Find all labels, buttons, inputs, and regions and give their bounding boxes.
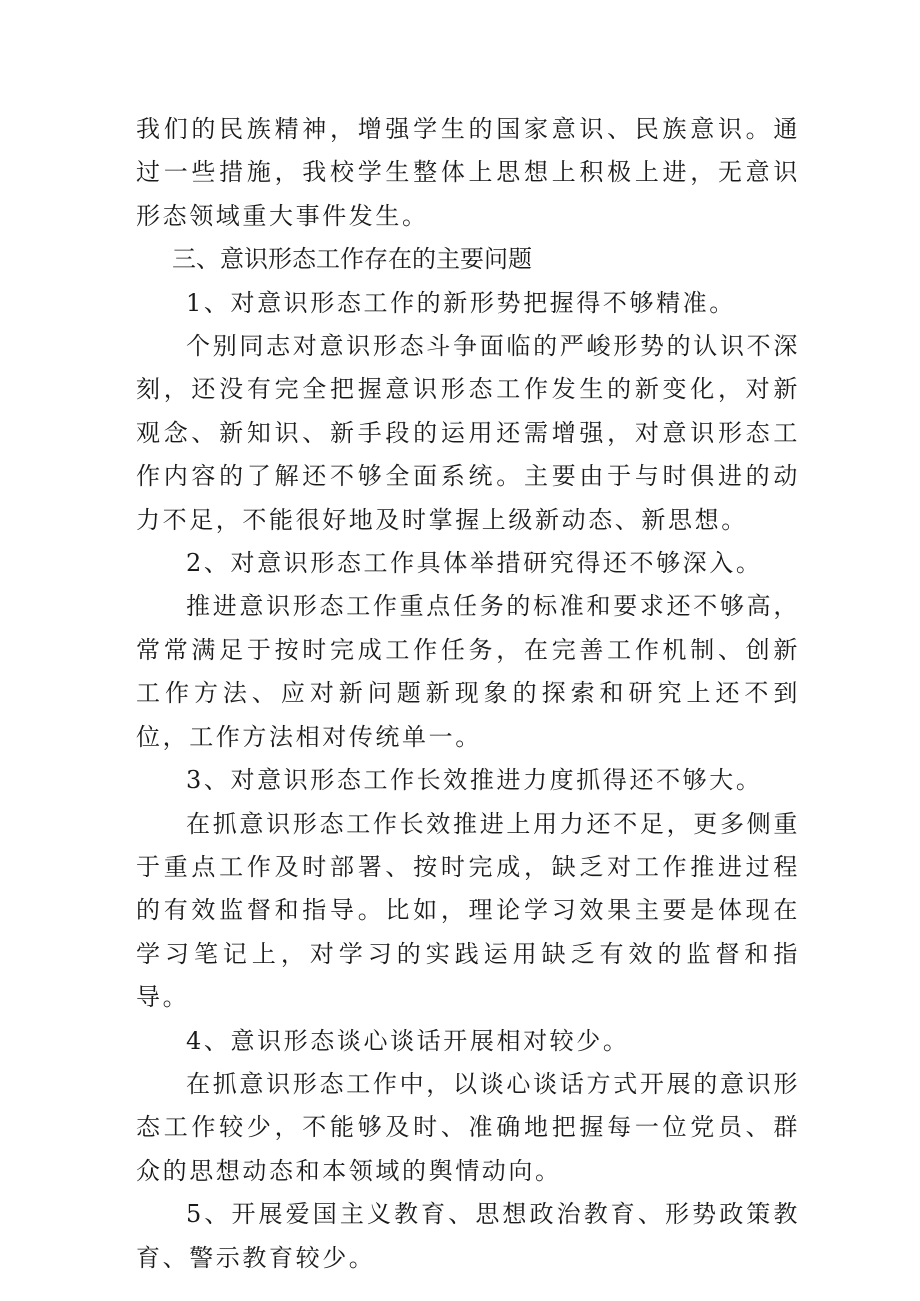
problem-item-4: 4、意识形态谈心谈话开展相对较少。 bbox=[186, 1026, 630, 1055]
paragraph-continuation: 我们的民族精神，增强学生的国家意识、民族意识。通过一些措施，我校学生整体上思想上积极上进，无意识形态领域重大事件发生。 bbox=[136, 115, 800, 230]
problem-item-3: 3、对意识形态工作长效推进力度抓得还不够大。 bbox=[186, 766, 763, 795]
problem-item-2: 2、对意识形态工作具体举措研究得还不够深入。 bbox=[186, 549, 763, 578]
problem-item-1: 1、对意识形态工作的新形势把握得不够精准。 bbox=[186, 288, 736, 317]
problem-detail-4: 在抓意识形态工作中，以谈心谈话方式开展的意识形态工作较少，不能够及时、准确地把握每一位党员、群众的思想动态和本领域的舆情动向。 bbox=[136, 1069, 800, 1185]
problem-item-5: 5、开展爱国主义教育、思想政治教育、形势政策教育、警示教育较少。 bbox=[136, 1200, 800, 1272]
problem-detail-2: 推进意识形态工作重点任务的标准和要求还不够高，常常满足于按时完成工作任务，在完善工作机制、创新工作方法、应对新问题新现象的探索和研究上还不到位，工作方法相对传统单一。 bbox=[136, 592, 800, 751]
document-body bbox=[136, 108, 800, 1280]
problem-detail-3: 在抓意识形态工作长效推进上用力还不足，更多侧重于重点工作及时部署、按时完成，缺乏对工作推进过程的有效监督和指导。比如，理论学习效果主要是体现在学习笔记上，对学习的实践运用缺乏有效的监督和指导。 bbox=[136, 809, 800, 1012]
section-heading: 三、意识形态工作存在的主要问题 bbox=[172, 245, 532, 274]
problem-detail-1: 个别同志对意识形态斗争面临的严峻形势的认识不深刻，还没有完全把握意识形态工作发生的新变化，对新观念、新知识、新手段的运用还需增强，对意识形态工作内容的了解还不够全面系统。主要由于与时俱进的动力不足，不能很好地及时掌握上级新动态、新思想。 bbox=[136, 332, 800, 534]
